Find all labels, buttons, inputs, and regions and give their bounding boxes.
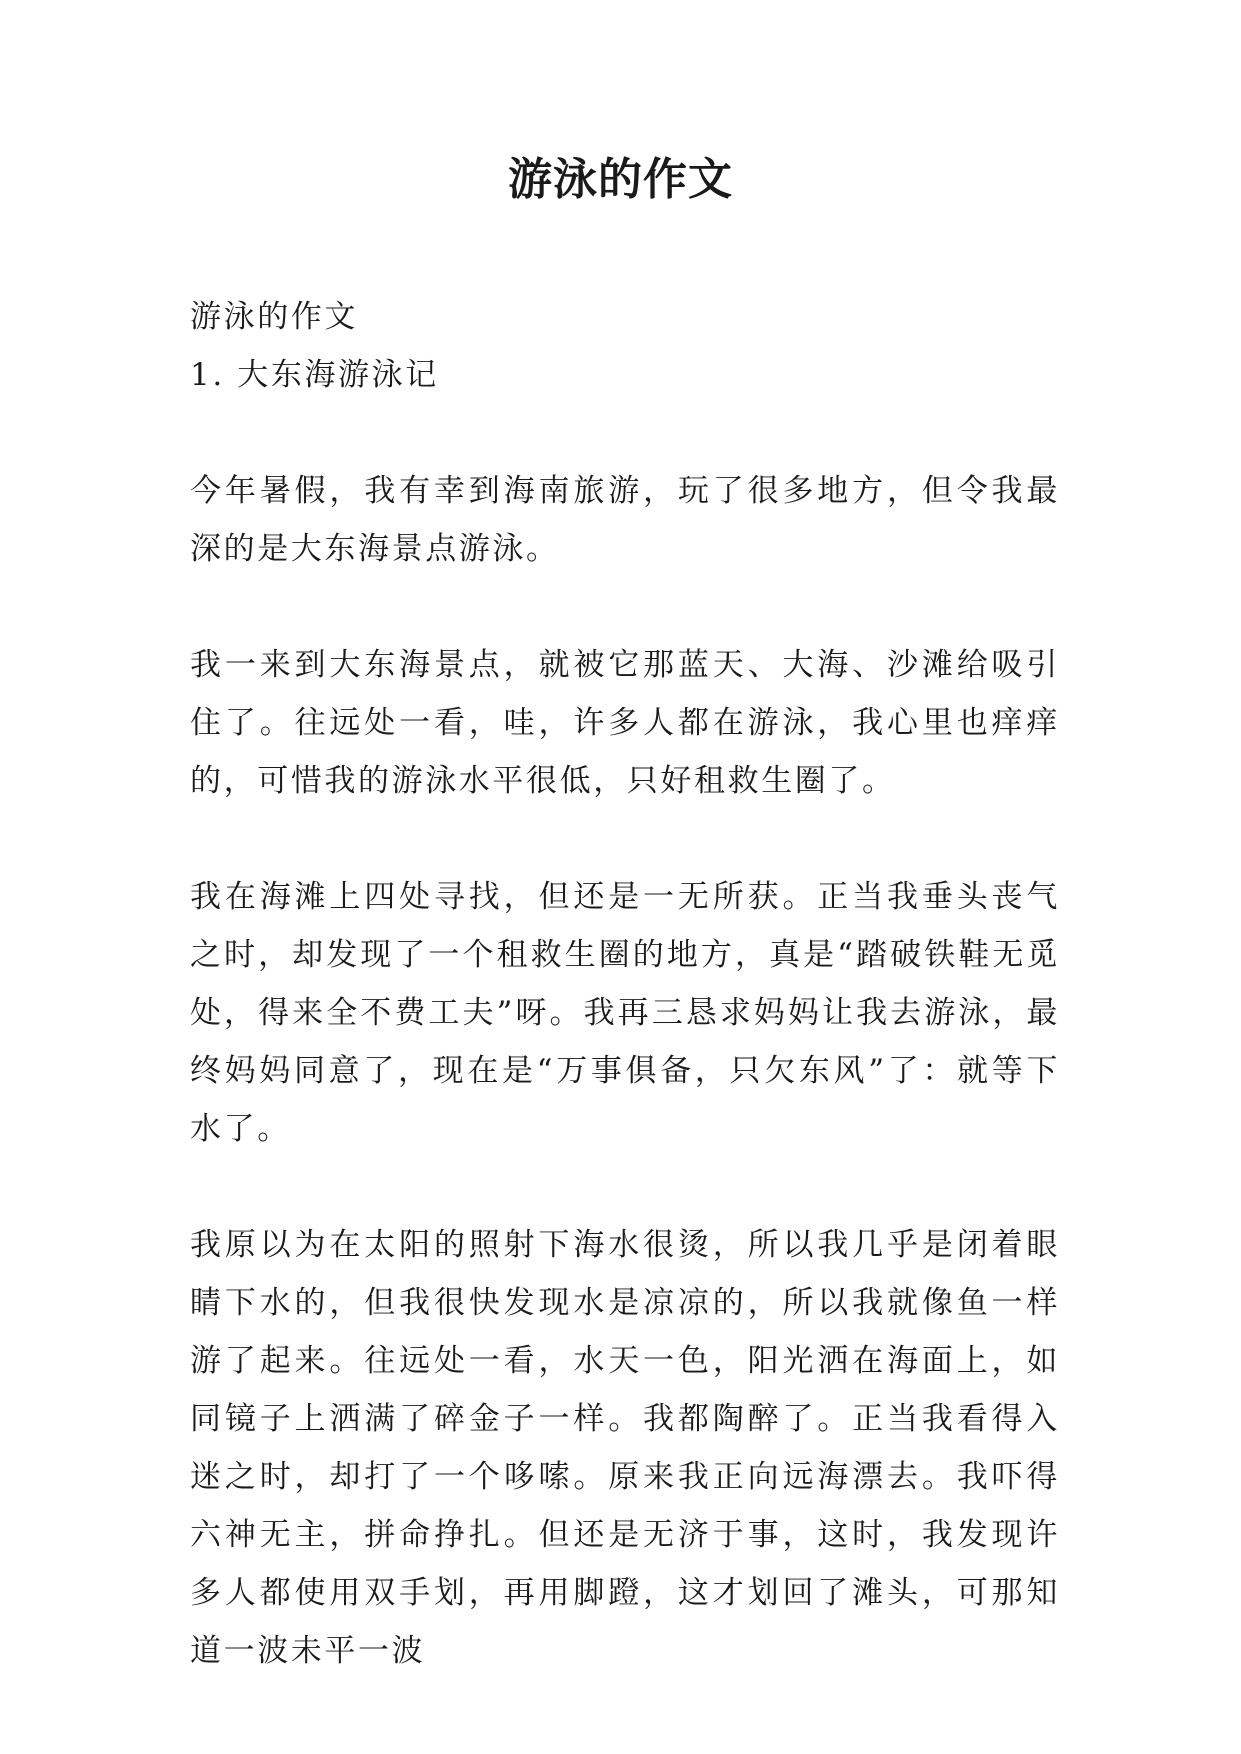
paragraph: 今年暑假，我有幸到海南旅游，玩了很多地方，但令我最深的是大东海景点游泳。 — [190, 473, 1060, 567]
document-body — [190, 288, 1060, 1680]
paragraph: 我原以为在太阳的照射下海水很烫，所以我几乎是闭着眼睛下水的，但我很快发现水是凉凉的，所以我就像鱼一样游了起来。往远处一看，水天一色，阳光洒在海面上，如同镜子上洒满了碎金子一样。我都陶醉了。正当我看得入迷之时，却打了一个哆嗦。原来我正向远海漂去。我吓得六神无主，拼命挣扎。但还是无济于事，这时，我发现许多人都使用双手划，再用脚蹬，这才划回了滩头，可那知道一波未平一波 — [190, 1227, 1060, 1669]
section-heading: 1. 大东海游泳记 — [190, 357, 439, 393]
paragraph: 我一来到大东海景点，就被它那蓝天、大海、沙滩给吸引住了。往远处一看，哇，许多人都在游泳，我心里也痒痒的，可惜我的游泳水平很低，只好租救生圈了。 — [190, 647, 1060, 799]
document-subtitle: 游泳的作文 — [190, 299, 358, 335]
paragraph: 我在海滩上四处寻找，但还是一无所获。正当我垂头丧气之时，却发现了一个租救生圈的地方，真是“踏破铁鞋无觅处，得来全不费工夫”呀。我再三恳求妈妈让我去游泳，最终妈妈同意了，现在是“万事俱备，只欠东风”了：就等下水了。 — [190, 879, 1060, 1147]
document-title: 游泳的作文 — [508, 154, 733, 205]
